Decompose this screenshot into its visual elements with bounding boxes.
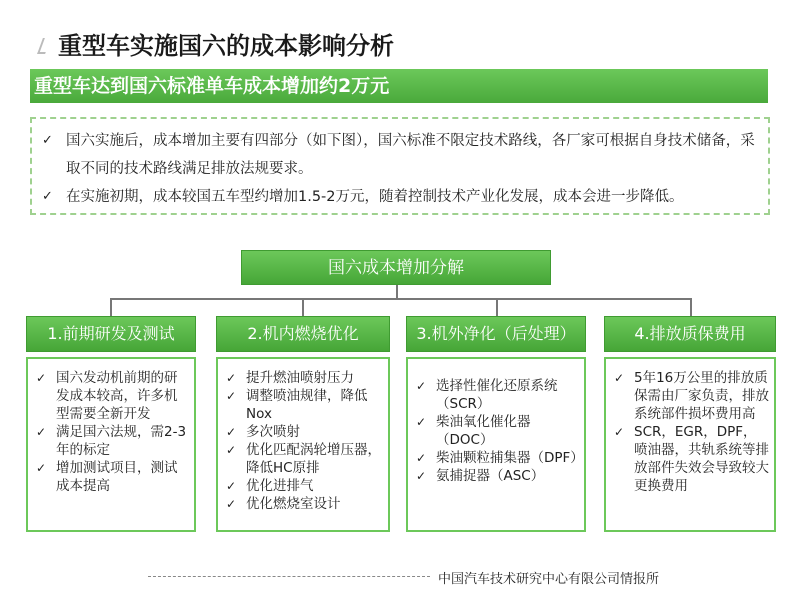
- list-item: ✓ 柴油氧化催化器（DOC）: [416, 414, 531, 448]
- check-icon: ✓: [226, 479, 237, 493]
- list-item: ✓ 5年16万公里的排放质保需由厂家负责，排放系统部件损坏费用高: [614, 370, 769, 422]
- summary-item: [42, 127, 757, 183]
- detail-box-combustion: [216, 357, 390, 532]
- detail-box-aftertreatment: [406, 357, 586, 532]
- list-item: ✓ 国六发动机前期的研发成本较高，许多机型需要全新开发: [36, 370, 178, 422]
- summary-text: 国六实施后，成本增加主要有四部分（如下图），国六标准不限定技术路线，各厂家可根据自身技术储备，采取不同的技术路线满足排放法规要求。: [66, 133, 755, 177]
- category-node-rnd: 1.前期研发及测试: [26, 316, 196, 352]
- title-marker-icon: [37, 38, 51, 54]
- check-icon: ✓: [416, 379, 427, 393]
- connector-line: [690, 298, 692, 316]
- check-icon: ✓: [36, 461, 47, 475]
- summary-box: [30, 117, 770, 215]
- check-icon: ✓: [226, 371, 237, 385]
- category-node-warranty: 4.排放质保费用: [604, 316, 776, 352]
- check-icon: ✓: [416, 415, 427, 429]
- detail-box-rnd: [26, 357, 196, 532]
- connector-line: [496, 298, 498, 316]
- list-item: ✓ 氨捕捉器（ASC）: [416, 468, 545, 484]
- list-item: ✓ 选择性催化还原系统（SCR）: [416, 378, 558, 412]
- check-icon: ✓: [614, 371, 625, 385]
- footer-source: 中国汽车技术研究中心有限公司情报所: [438, 572, 660, 587]
- check-icon: ✓: [226, 389, 237, 403]
- category-node-combustion: 2.机内燃烧优化: [216, 316, 390, 352]
- connector-line: [110, 298, 112, 316]
- check-icon: ✓: [226, 497, 237, 511]
- check-icon: ✓: [416, 469, 427, 483]
- category-node-aftertreatment: 3.机外净化（后处理）: [406, 316, 586, 352]
- list-item: ✓ 多次喷射: [226, 424, 300, 440]
- list-item: ✓ 优化燃烧室设计: [226, 496, 341, 512]
- list-item: ✓ 柴油颗粒捕集器（DPF）: [416, 450, 584, 466]
- check-icon: ✓: [36, 371, 47, 385]
- check-icon: ✓: [614, 425, 625, 439]
- page-title: 重型车实施国六的成本影响分析: [58, 32, 394, 60]
- list-item: ✓ SCR，EGR，DPF，喷油器，共轨系统等排放部件失效会导致较大更换费用: [614, 424, 769, 494]
- connector-line: [302, 298, 304, 316]
- connector-line: [110, 298, 692, 300]
- footer-divider: [148, 576, 430, 577]
- check-icon: ✓: [226, 443, 237, 457]
- diagram-root-node: 国六成本增加分解: [241, 250, 551, 285]
- connector-line: [396, 285, 398, 299]
- check-icon: ✓: [416, 451, 427, 465]
- headline-banner: 重型车达到国六标准单车成本增加约2万元: [30, 69, 768, 103]
- check-icon: ✓: [42, 189, 53, 204]
- check-icon: ✓: [226, 425, 237, 439]
- check-icon: ✓: [36, 425, 47, 439]
- list-item: ✓ 调整喷油规律，降低Nox: [226, 388, 368, 422]
- list-item: ✓ 优化匹配涡轮增压器，降低HC原排: [226, 442, 381, 476]
- list-item: ✓ 优化进排气: [226, 478, 314, 494]
- list-item: ✓ 增加测试项目，测试成本提高: [36, 460, 178, 494]
- summary-text: 在实施初期，成本较国五车型约增加1.5-2万元，随着控制技术产业化发展，成本会进一步降低。: [66, 189, 684, 205]
- list-item: ✓ 提升燃油喷射压力: [226, 370, 354, 386]
- summary-item: [42, 183, 757, 211]
- detail-box-warranty: [604, 357, 776, 532]
- check-icon: ✓: [42, 133, 53, 148]
- list-item: ✓ 满足国六法规，需2-3年的标定: [36, 424, 187, 458]
